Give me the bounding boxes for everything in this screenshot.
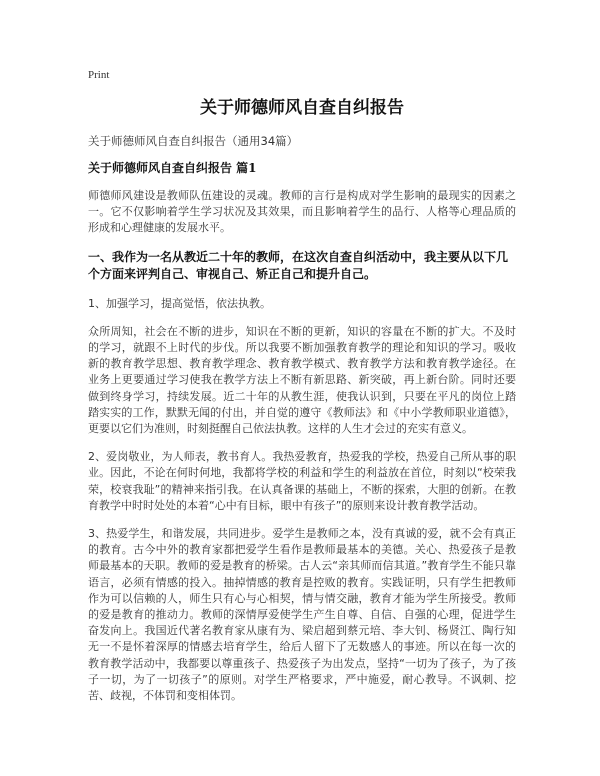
item-1-heading: 1、加强学习，提高觉悟，依法执教。 (88, 296, 271, 310)
section-heading: 关于师德师风自查自纠报告 篇1 (88, 161, 257, 175)
item-1-paragraph: 众所周知，社会在不断的进步，知识在不断的更新，知识的容量在不断的扩大。不及时的学习，就跟不上时代的步伐。所以我要不断加强教育教学的理论和知识的学习。吸收新的教育教学思想、教育教学理念、教育教学模式、教育教学方法和教育教学途径。在业务上更要通过学习使我在教学方法上不断有新思路、新突破，再上新台阶。同时还要做到终身学习，持续发展。近二十年的从教生涯，使我认识到，只要在平凡的岗位上踏踏实实的工作，默默无闻的付出，并自觉的遵守《教师法》和《中小学教师职业道德》，更要以它们为准则，时刻挺醒自己依法执教。这样的人生才会过的充实有意义。 (88, 324, 516, 436)
item-3-paragraph: 3、热爱学生，和谐发展，共同进步。爱学生是教师之本，没有真诚的爱，就不会有真正的教育。古今中外的教育家都把爱学生看作是教师最基本的美德。关心、热爱孩子是教师最基本的天职。教师的爱是教育的桥梁。古人云“亲其师而信其道。”教育学生不能只靠语言，必须有情感的投入。抽掉情感的教育是控败的教育。实践证明，只有学生把教师作为可以信赖的人，师生只有心与心相契，情与情交融，教育才能为学生所接受。教师的爱是教育的推动力。教师的深情厚爱使学生产生自尊、自信、自强的心理，促进学生奋发向上。我国近代著名教育家从康有为、梁启超到蔡元培、李大钊、杨贤江、陶行知无一不是怀着深厚的情感去培育学生，给后人留下了无数感人的事迹。所以在每一次的教育教学活动中，我都要以尊重孩子、热爱孩子为出发点，坚持“一切为了孩子，为了孩子一切，为了一切孩子”的原则。对学生严格要求，严中施爱，耐心教导。不讽刺、挖苦、歧视，不体罚和变相体罚。 (88, 527, 516, 703)
print-label: Print (88, 69, 110, 81)
intro-paragraph: 师德师风建设是教师队伍建设的灵魂。教师的言行是构成对学生影响的最现实的因素之一。它不仅影响着学生学习状况及其效果，而且影响着学生的品行、人格等心理品质的形成和心理健康的发展水平。 (88, 189, 516, 235)
document-subtitle: 关于师德师风自查自纠报告（通用34篇） (88, 134, 299, 148)
item-2-paragraph: 2、爱岗敬业，为人师表，教书育人。我热爱教育，热爱我的学校，热爱自己所从事的职业。因此，不论在何时何地，我都将学校的利益和学生的利益放在首位，时刻以“校荣我荣，校衰我耻”的精神来指引我。在认真备课的基础上，不断的探索，大胆的创新。在教育教学中时时处处的本着“心中有目标，眼中有孩子”的原则来设计教育教学活动。 (88, 450, 516, 512)
section-lead-paragraph: 一、我作为一名从教近二十年的教师，在这次自查自纠活动中，我主要从以下几个方面来评判自己、审视自己、矫正自己和提升自己。 (88, 249, 509, 282)
document-title: 关于师德师风自查自纠报告 (200, 98, 404, 118)
